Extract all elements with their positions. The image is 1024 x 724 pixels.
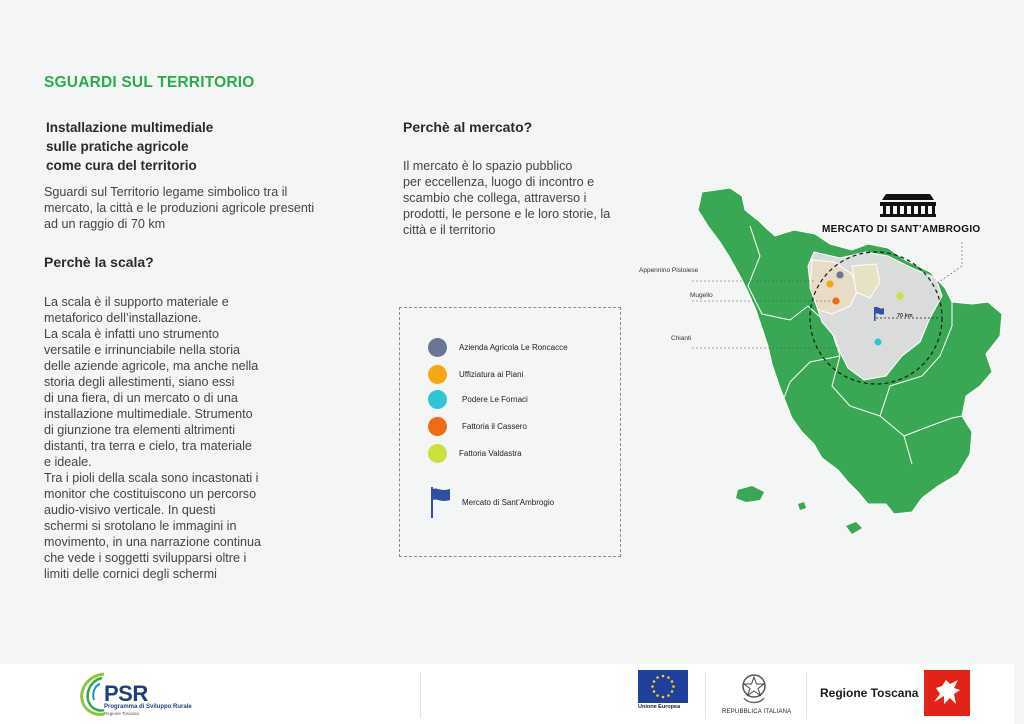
legend-item	[428, 485, 554, 519]
legend-item	[428, 390, 528, 409]
area-label-appennino: Appennino Pistoiese	[639, 267, 699, 274]
legend-label: Fattoria il Cassero	[462, 422, 527, 431]
legend-label: Mercato di Sant’Ambrogio	[462, 497, 555, 507]
farm-dot-roncacce	[836, 271, 843, 278]
radius-label: 70 km	[897, 313, 913, 319]
tuscany-map	[690, 186, 1020, 536]
legend-dot-uffiziatura	[428, 365, 447, 384]
farm-dot-valdastra	[896, 292, 903, 299]
scala-heading: Perchè la scala?	[44, 254, 154, 270]
flag-icon	[428, 485, 452, 519]
legend-dot-valdastra	[428, 444, 447, 463]
legend-dot-roncacce	[428, 338, 447, 357]
legend-label: Uffiziatura ai Piani	[459, 370, 524, 379]
legend-item	[428, 444, 522, 463]
mercato-paragraph: Il mercato è lo spazio pubblico per eccellenza, luogo di incontro e scambio che collega, attraverso i prodotti, le persone e le loro storie, la città e il territorio	[403, 159, 611, 237]
psr-logo-title: PSR	[104, 681, 148, 706]
footer-divider	[420, 672, 421, 718]
farm-dot-cassero	[832, 297, 839, 304]
mercato-heading: Perchè al mercato?	[403, 119, 533, 135]
legend-label: Fattoria Valdastra	[459, 449, 522, 458]
legend-label: Podere Le Fornaci	[462, 395, 528, 404]
elba-island-shape	[736, 486, 764, 502]
psr-logo-region: Regione Toscana	[104, 711, 139, 716]
eu-label: Unione Europea	[638, 704, 681, 710]
republic-label: REPUBBLICA ITALIANA	[722, 709, 792, 715]
eu-flag-icon	[638, 670, 688, 703]
italian-emblem-icon	[738, 670, 770, 706]
footer-divider	[806, 672, 807, 718]
legend-item	[428, 365, 523, 384]
legend-dot-fornaci	[428, 390, 447, 409]
legend-item	[428, 338, 568, 357]
legend-label: Azienda Agricola Le Roncacce	[459, 343, 568, 352]
legend-dot-cassero	[428, 417, 447, 436]
market-building-icon	[880, 194, 936, 217]
psr-logo-subtitle: Programma di Sviluppo Rurale	[104, 704, 192, 710]
footer-divider	[705, 672, 706, 718]
intro-paragraph: Sguardi sul Territorio legame simbolico tra il mercato, la città e le produzioni agricole presenti ad un raggio di 70 km	[44, 185, 315, 231]
page-title: SGUARDI SUL TERRITORIO	[44, 74, 255, 91]
map-legend	[399, 307, 621, 557]
pegasus-logo-icon	[924, 670, 970, 716]
small-island-shape	[846, 522, 862, 534]
farm-dot-fornaci	[874, 338, 881, 345]
market-map-label: MERCATO DI SANT’AMBROGIO	[822, 224, 981, 235]
legend-item	[428, 417, 527, 436]
area-label-mugello: Mugello	[690, 292, 713, 299]
regione-toscana-label: Regione Toscana	[820, 686, 919, 700]
area-label-chianti: Chianti	[671, 335, 692, 342]
page-subtitle: Installazione multimediale sulle pratiche agricole come cura del territorio	[46, 120, 214, 173]
small-island-shape-2	[798, 502, 806, 510]
footer-logos	[0, 664, 1014, 724]
scala-paragraph: La scala è il supporto materiale e metaforico dell’installazione. La scala è infatti uno strumento versatile e irrinunciabile nella storia delle aziende agricole, ma anche nella storia degli allestimenti, siano essi di una fiera, di un mercato o di una installazione multimediale. Strumento di giunzione tra elementi altrimenti distanti, tra terra e cielo, tra materiale e ideale. Tra i pioli della scala sono incastonati i monitor che costituiscono un percorso audio-visivo verticale. In questi schermi si srotolano le immagini in movimento, in una narrazione continua che vede i soggetti svilupparsi oltre i limiti delle cornici degli schermi	[44, 295, 262, 581]
farm-dot-uffiziatura	[826, 280, 833, 287]
